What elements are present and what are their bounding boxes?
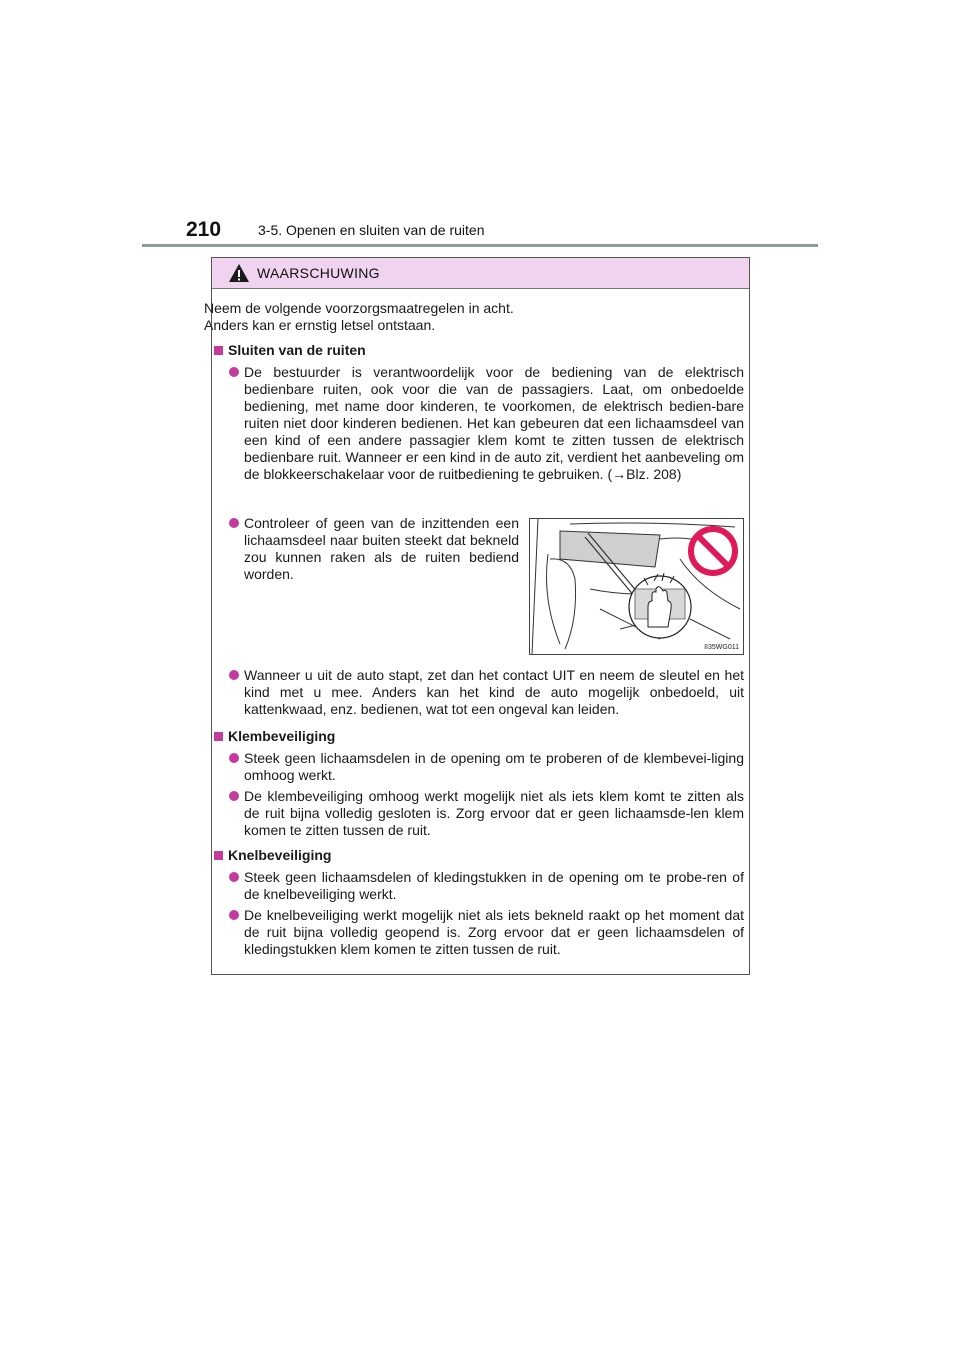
warning-title: WAARSCHUWING xyxy=(257,265,380,281)
round-bullet-icon xyxy=(229,872,239,882)
round-bullet-icon xyxy=(229,791,239,801)
hand-icon xyxy=(629,573,691,638)
list-item: De bestuurder is verantwoordelijk voor de bediening van de elektrisch bedienbare ruiten, ook voor die van de passagiers. Laat, om onbedoelde bediening, met name door kinderen, te voorkomen, de elektrisch bedien-bare ruiten niet door kinderen bedienen. Het kan gebeuren dat een lichaamsdeel van een kind of een andere passagier klem komt te zitten tussen de elektrisch bedienbare ruit. Wanneer er een kind in de auto zit, verdient het aanbeveling om de blokkeerschakelaar voor de ruitbediening te gebruiken. (→Blz. 208) xyxy=(214,364,744,504)
warning-intro-line-1: Neem de volgende voorzorgsmaatregelen in acht. xyxy=(204,300,514,316)
warning-triangle-icon xyxy=(228,263,250,283)
illustration-code: II35WG011 xyxy=(704,644,739,651)
list-item: Steek geen lichaamsdelen in de opening om te proberen of de klembevei-liging omhoog werkt. xyxy=(214,750,744,786)
list-item: De klembeveiliging omhoog werkt mogelijk niet als iets klem komt te zitten als de ruit bijna volledig gesloten is. Zorg ervoor dat er geen lichaamsde-len klem komen te zitten tussen de ruit. xyxy=(214,788,744,843)
warning-header xyxy=(212,258,749,289)
round-bullet-icon xyxy=(229,910,239,920)
header-rule xyxy=(142,244,818,247)
square-bullet-icon xyxy=(214,346,223,355)
prohibition-icon xyxy=(691,529,735,573)
list-item: Steek geen lichaamsdelen of kledingstukken in de opening om te probe-ren of de knelbeveiliging werkt. xyxy=(214,869,744,905)
round-bullet-icon xyxy=(229,367,239,377)
warning-box: WAARSCHUWING Neem de volgende voorzorgsmaatregelen in acht. Anders kan er ernstig letsel ontstaan. Sluiten van de ruiten De bestuurder is verantwoordelijk voor de bediening van de elektrisch bedienbare ruiten, ook voor die van de passagiers. Laat, om onbedoelde bediening, met name door kinderen, te voorkomen, de elektrisch bedien-bare ruiten niet door kinderen bedienen. Het kan gebeuren dat een lichaamsdeel van een kind of een andere passagier klem komt te zitten tussen de elektrisch bedienbare ruit. Wanneer er een kind in de auto zit, verdient het aanbeveling om de blokkeerschakelaar voor de ruitbediening te gebruiken. (→Blz. 208) Controleer of geen van de inzittenden een lichaamsdeel naar buiten steekt dat bekneld zou kunnen raken als de ruiten bediend worden. II35WG011 Wanneer u uit de auto stapt, zet dan het contact UIT en neem de sleutel en het kind met u mee. Anders kan het kind de auto mogelijk onbedoeld, uit kattenkwaad, enz. bedienen, wat tot een ongeval kan leiden. Klembeveiliging Steek geen lichaamsdelen in de opening om te proberen of de klembevei-liging omhoog werkt. De klembeveiliging omhoog werkt mogelijk niet als iets klem komt te zitten als de ruit bijna volledig gesloten is. Zorg ervoor dat er geen lichaamsde-len klem komen te zitten tussen de ruit. Knelbeveiliging Steek geen lichaamsdelen of kledingstukken in de opening om te probe-ren of de knelbeveiliging werkt. De knelbeveiliging werkt mogelijk niet als iets bekneld raakt op het moment dat de ruit bijna volledig geopend is. Zorg ervoor dat er geen lichaamsdelen of kledingstukken klem komen te zitten tussen de ruit. xyxy=(211,257,750,975)
square-bullet-icon xyxy=(214,851,223,860)
square-bullet-icon xyxy=(214,732,223,741)
round-bullet-icon xyxy=(229,670,239,680)
warning-intro-line-2: Anders kan er ernstig letsel ontstaan. xyxy=(204,317,436,333)
list-item: Controleer of geen van de inzittenden een lichaamsdeel naar buiten steekt dat bekneld zou kunnen raken als de ruiten bediend worden. xyxy=(214,515,519,595)
round-bullet-icon xyxy=(229,518,239,528)
car-interior-drawing xyxy=(530,519,743,654)
list-item: De knelbeveiliging werkt mogelijk niet als iets bekneld raakt op het moment dat de ruit bijna volledig geopend is. Zorg ervoor dat er geen lichaamsdelen of kledingstukken klem komen te zitten tussen de ruit. xyxy=(214,907,744,962)
section-title: 3-5. Openen en sluiten van de ruiten xyxy=(258,222,485,238)
list-item: Wanneer u uit de auto stapt, zet dan het contact UIT en neem de sleutel en het kind met u mee. Anders kan het kind de auto mogelijk onbedoeld, uit kattenkwaad, enz. bedienen, wat tot een ongeval kan leiden. xyxy=(214,667,744,722)
page-number: 210 xyxy=(186,218,222,241)
car-window-illustration xyxy=(529,518,744,655)
round-bullet-icon xyxy=(229,753,239,763)
